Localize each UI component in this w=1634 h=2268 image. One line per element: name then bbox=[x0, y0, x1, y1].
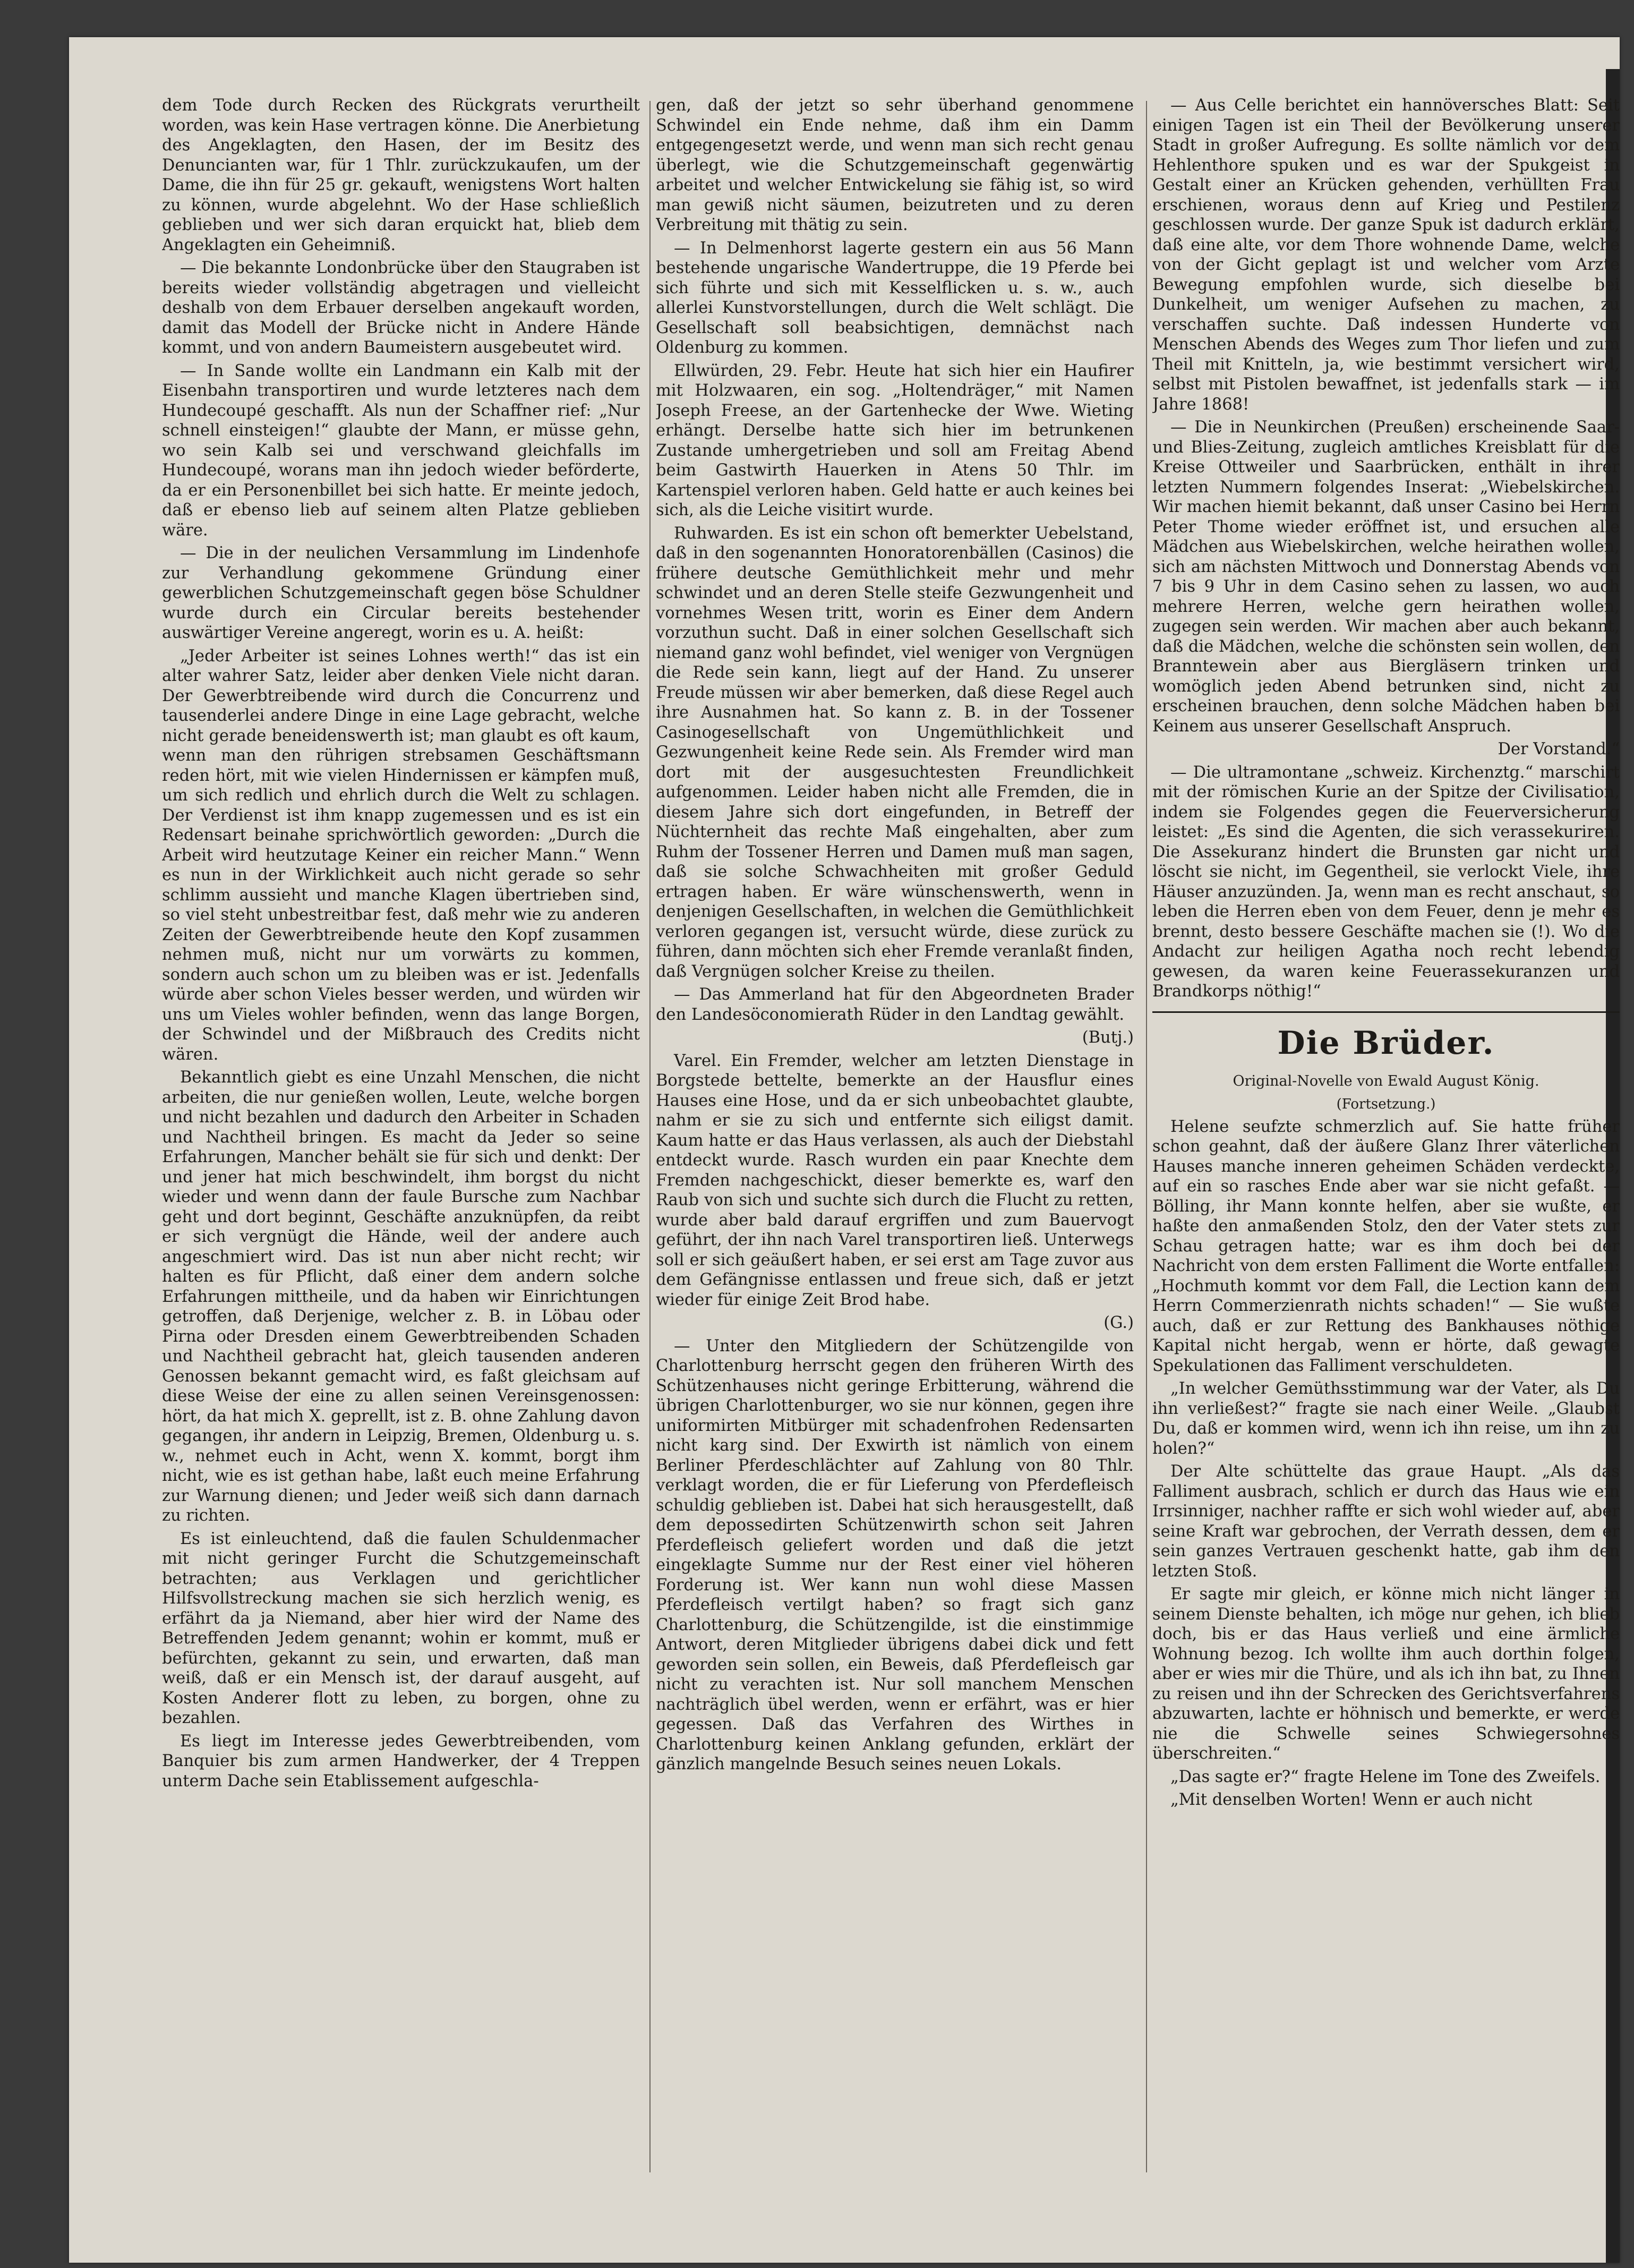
paragraph: Ruhwarden. Es ist ein schon oft bemerkter Uebelstand, daß in den sogenannten Honoratorenbällen (Casinos) die frühere deutsche Gemüthlichkeit mehr und mehr schwindet und an deren Stelle steife Gezwungenheit und vornehmes Wesen tritt, worin es Einer dem Andern vorzuthun sucht. Daß in einer solchen Gesellschaft sich niemand ganz wohl befindet, viel weniger von Vergnügen die Rede sein kann, liegt auf der Hand. Zu unserer Freude müssen wir aber bemerken, daß diese Regel auch ihre Ausnahmen hat. So kann z. B. in der Tossener Casinogesellschaft von Ungemüthlichkeit und Gezwungenheit keine Rede sein. Als Fremder wird man dort mit der ausgesuchtesten Freundlichkeit aufgenommen. Leider haben nicht alle Fremden, die in diesem Jahre sich dort eingefunden, in Betreff der Nüchternheit das rechte Maß eingehalten, aber zum Ruhm der Tossener Herren und Damen muß man sagen, daß sie solche Schwachheiten mit großer Geduld ertragen haben. Er wäre wünschenswerth, wenn in denjenigen Gesellschaften, in welchen die Gemüthlichkeit verloren gegangen ist, versucht würde, diese zurück zu führen, dann möchten sich eher Fremde veranlaßt finden, daß Vergnügen solcher Kreise zu theilen. bbox=[656, 524, 1134, 981]
continuation-note: (Fortsetzung.) bbox=[1336, 1096, 1436, 1112]
column-2 bbox=[656, 96, 1134, 2241]
column-rule bbox=[649, 101, 651, 2172]
paragraph: Es ist einleuchtend, daß die faulen Schuldenmacher mit nicht geringer Furcht die Schutzgemeinschaft betrachten; aus Verklagen und gerichtlicher Hilfsvollstreckung machen sie sich herzlich wenig, es erfährt da ja Niemand, aber hier wird der Name des Betreffenden Jedem genannt; wohin er kommt, muß er befürchten, gekannt zu sein, und erwarten, daß man weiß, daß er ein Mensch ist, der darauf ausgeht, auf Kosten Anderer flott zu leben, zu borgen, ohne zu bezahlen. bbox=[162, 1529, 640, 1727]
source-note: (G.) bbox=[1103, 1314, 1134, 1332]
source-note: (Butj.) bbox=[1082, 1028, 1134, 1047]
novel-paragraph: Er sagte mir gleich, er könne mich nicht länger in seinem Dienste behalten, ich möge nur gehen, ich blieb doch, bis er das Haus verließ und eine ärmliche Wohnung bezog. Ich wollte ihm auch dorthin folgen, aber er wies mir die Thüre, und als ich ihn bat, zu Ihnen zu reisen und ihn der Schrecken des Gerichtsverfahrens abzuwarten, lachte er höhnisch und bemerkte, er werde nie die Schwelle seines Schwiegersohnes überschreiten.“ bbox=[1152, 1585, 1620, 1763]
column-rule bbox=[1146, 101, 1147, 2172]
novel-byline: Original-Novelle von Ewald August König. bbox=[1233, 1072, 1539, 1089]
novel-paragraph: Helene seufzte schmerzlich auf. Sie hatte früher schon geahnt, daß der äußere Glanz Ihrer väterlichen Hauses manche inneren geheimen Schäden verdeckte, auf ein so rasches Ende aber war sie nicht gefaßt. — Bölling, ihr Mann konnte helfen, aber sie wußte, er haßte den anmaßenden Stolz, den der Vater stets zur Schau getragen hatte; war es ihm doch bei der Nachricht von dem ersten Falliment die Worte entfallen: „Hochmuth kommt vor dem Fall, die Lection kann dem Herrn Commerzienrath nichts schaden!“ — Sie wußte auch, daß er zur Rettung des Bankhauses nöthige Kapital nicht hergab, wenn er hörte, daß gewagte Spekulationen das Falliment verschuldeten. bbox=[1152, 1117, 1620, 1375]
paragraph: — Die in der neulichen Versammlung im Lindenhofe zur Verhandlung gekommene Gründung einer gewerblichen Schutzgemeinschaft gegen böse Schuldner wurde durch ein Circular bereits bestehender auswärtiger Vereine angeregt, worin es u. A. heißt: bbox=[162, 544, 640, 642]
column-1 bbox=[162, 96, 640, 2241]
paragraph: — In Delmenhorst lagerte gestern ein aus 56 Mann bestehende ungarische Wandertruppe, die 19 Pferde bei sich führte und sich mit Kesselflicken u. s. w., auch allerlei Kunstvorstellungen, durch die Welt schlägt. Die Gesellschaft soll beabsichtigen, demnächst nach Oldenburg zu kommen. bbox=[656, 238, 1134, 357]
paragraph: Bekanntlich giebt es eine Unzahl Menschen, die nicht arbeiten, die nur genießen wollen, Leute, welche borgen und nicht bezahlen und dadurch den Arbeiter in Schaden und Nachtheil bringen. Es macht da Jeder so seine Erfahrungen, Mancher behält sie für sich und denkt: Der und jener hat mich beschwindelt, ihm borgst du nicht wieder und wenn dann der faule Bursche zum Nachbar geht und dort beginnt, Geschäfte anzuknüpfen, da reibt er sich vergnügt die Hände, weil der andere auch angeschmiert wird. Das ist nun aber nicht recht; wir halten es für Pflicht, daß einer dem andern solche Erfahrungen mittheile, und da haben wir Einrichtungen getroffen, daß Derjenige, welcher z. B. in Löbau oder Pirna oder Dresden einem Gewerbtreibenden Schaden und Nachtheil gebracht hat, gleich tausenden anderen Genossen bekannt gemacht wird, es faßt gleichsam auf diese Weise der eine zu allen seinen Vereinsgenossen: hört, da hat mich X. geprellt, ist z. B. ohne Zahlung davon gegangen, ihr andern in Leipzig, Bremen, Oldenburg u. s. w., nehmet euch in Acht, wenn X. kommt, borgt ihm nicht, wie es ist gethan habe, laßt euch meine Erfahrung zur Warnung dienen; und Jeder weiß sich dann darnach zu richten. bbox=[162, 1068, 640, 1525]
newspaper-page bbox=[69, 37, 1620, 2263]
paragraph: Ellwürden, 29. Febr. Heute hat sich hier ein Haufirer mit Holzwaaren, ein sog. „Holtendräger,“ mit Namen Joseph Freese, an der Gartenhecke der Wwe. Wieting erhängt. Derselbe hatte sich hier im betrunkenen Zustande umhergetrieben und soll am Freitag Abend beim Gastwirth Hauerken in Atens 50 Thlr. im Kartenspiel verloren haben. Geld hatte er auch keines bei sich, als die Leiche visitirt wurde. bbox=[656, 361, 1134, 519]
paragraph: gen, daß der jetzt so sehr überhand genommene Schwindel ein Ende nehme, daß ihm ein Damm entgegengesetzt werde, und wenn man sich recht genau überlegt, wie die Schutzgemeinschaft gegenwärtig arbeitet und welcher Entwickelung sie fähig ist, so wird man gewiß nicht säumen, beizutreten und zu deren Verbreitung mit thätig zu sein. bbox=[656, 96, 1134, 234]
paragraph: „Jeder Arbeiter ist seines Lohnes werth!“ das ist ein alter wahrer Satz, leider aber denken Viele nicht daran. Der Gewerbtreibende wird durch die Concurrenz und tausenderlei andere Dinge in eine Lage gebracht, welche nicht gerade beneidenswerth ist; man glaubt es oft kaum, wenn man den rührigen strebsamen Geschäftsmann reden hört, mit wie vielen Hindernissen er kämpfen muß, um sich redlich und ehrlich durch die Welt zu schlagen. Der Verdienst ist ihm knapp zugemessen und es ist ein Redensart beinahe sprichwörtlich geworden: „Durch die Arbeit wird heutzutage Keiner ein reicher Mann.“ Wenn es nun in der Wirklichkeit auch nicht gerade so sehr schlimm aussieht und manche Klagen übertrieben sind, so viel steht unbestreitbar fest, daß mehr wie zu anderen Zeiten der Gewerbtreibende heute den Kopf zusammen nehmen muß, nicht nur um vorwärts zu kommen, sondern auch schon um zu bleiben was er ist. Jedenfalls würde aber schon Vieles besser werden, und würden wir uns um Vieles wohler befinden, wenn das lange Borgen, der Schwindel und der Mißbrauch des Credits nicht wären. bbox=[162, 646, 640, 1064]
paragraph: dem Tode durch Recken des Rückgrats verurtheilt worden, was kein Hase vertragen könne. Die Anerbietung des Angeklagten, den Hasen, der im Besitz des Denuncianten war, für 1 Thlr. zurückzukaufen, um der Dame, die ihn für 25 gr. gekauft, wenigstens Wort halten zu können, wurde abgelehnt. Wo der Hase schließlich geblieben und wer sich daran erquickt hat, blieb dem Angeklagten ein Geheimniß. bbox=[162, 96, 640, 254]
paragraph: — Das Ammerland hat für den Abgeordneten Brader den Landesöconomierath Rüder in den Landtag gewählt. bbox=[656, 985, 1134, 1024]
paragraph: Es liegt im Interesse jedes Gewerbtreibenden, vom Banquier bis zum armen Handwerker, der 4 Treppen unterm Dache sein Etablissement aufgeschla- bbox=[162, 1732, 640, 1790]
novel-paragraph: „Mit denselben Worten! Wenn er auch nicht bbox=[1170, 1790, 1533, 1809]
signature: Der Vorstand.“ bbox=[1498, 740, 1620, 758]
paragraph: — Die in Neunkirchen (Preußen) erscheinende Saar- und Blies-Zeitung, zugleich amtliches Kreisblatt für die Kreise Ottweiler und Saarbrücken, enthält in ihrer letzten Nummern folgendes Inserat: „Wiebelskirchen. Wir machen hiemit bekannt, daß unser Casino bei Herrn Peter Thome wieder eröffnet ist, und ersuchen alle Mädchen aus Wiebelskirchen, welche heirathen wollen, sich am nächsten Mittwoch und Donnerstag Abends von 7 bis 9 Uhr in dem Casino sehen zu lassen, wo auch mehrere Herren, welche gern heirathen wollen, zugegen sein werden. Wir machen aber auch bekannt, daß die Mädchen, welche die schönsten sein wollen, den Branntewein aber aus Biergläsern trinken und womöglich jeden Abend betrunken sind, nicht zu erscheinen brauchen, denn solche Mädchen haben bei Keinem aus unserer Gesellschaft Anspruch. bbox=[1152, 418, 1620, 736]
paragraph: — Aus Celle berichtet ein hannöversches Blatt: Seit einigen Tagen ist ein Theil der Bevölkerung unserer Stadt in großer Aufregung. Es sollte nämlich vor dem Hehlenthore spuken und es war der Spukgeist in Gestalt einer an Krücken gehenden, verhüllten Frau erschienen, woraus denn auf Krieg und Pestilenz geschlossen wurde. Der ganze Spuk ist dadurch erklärt, daß eine alte, vor dem Thore wohnende Dame, welche von der Gicht geplagt ist und welcher vom Arzte Bewegung empfohlen wurde, sich dieselbe bei Dunkelheit, um weniger Aufsehen zu machen, zu verschaffen suchte. Daß indessen Hunderte von Menschen Abends des Weges zum Thor liefen und zum Theil mit Knitteln, ja, wie bestimmt versichert wird, selbst mit Pistolen bewaffnet, ist jedenfalls stark — im Jahre 1868! bbox=[1152, 96, 1620, 414]
paragraph: Varel. Ein Fremder, welcher am letzten Dienstage in Borgstede bettelte, bemerkte an der Hausflur eines Hauses eine Hose, und da er sich unbeobachtet glaubte, nahm er sie zu sich und entfernte sich eiligst damit. Kaum hatte er das Haus verlassen, als auch der Diebstahl entdeckt wurde. Rasch wurden ein paar Knechte dem Fremden nachgeschickt, dieser bemerkte es, warf den Raub von sich und suchte sich durch die Flucht zu retten, wurde aber bald darauf ergriffen und zum Bauervogt geführt, der ihn nach Varel transportiren ließ. Unterwegs soll er sich geäußert haben, er sei erst am Tage zuvor aus dem Gefängnisse entlassen und freue sich, daß er jetzt wieder für einige Zeit Brod habe. bbox=[656, 1051, 1134, 1309]
paragraph: — Die ultramontane „schweiz. Kirchenztg.“ marschirt mit der römischen Kurie an der Spitze der Civilisation, indem sie Folgendes gegen die Feuerversicherung leistet: „Es sind die Agenten, die sich verassekuriren. Die Assekuranz hindert die Brunsten gar nicht und löscht sie nicht, im Gegentheil, sie verlockt Viele, ihre Häuser anzuzünden. Ja, wenn man es recht anschaut, so leben die Herren eben von dem Feuer, denn je mehr es brennt, desto bessere Geschäfte machen sie (!). Wo die Andacht zur heiligen Agatha noch recht lebendig gewesen, da waren keine Feuerassekuranzen und Brandkorps nöthig!“ bbox=[1152, 763, 1620, 1001]
column-3 bbox=[1152, 96, 1620, 2241]
novel-paragraph: „Das sagte er?“ fragte Helene im Tone des Zweifels. bbox=[1170, 1767, 1601, 1786]
novel-paragraph: „In welcher Gemüthsstimmung war der Vater, als Du ihn verließest?“ fragte sie nach einer Weile. „Glaubst Du, daß er kommen wird, wenn ich ihn reise, um ihn zu holen?“ bbox=[1152, 1379, 1620, 1458]
paragraph: — In Sande wollte ein Landmann ein Kalb mit der Eisenbahn transportiren und wurde letzteres nach dem Hundecoupé geschafft. Als nun der Schaffner rief: „Nur schnell einsteigen!“ glaubte der Mann, er müsse gehn, wo sein Kalb sei und verschwand gleichfalls im Hundecoupé, worans man ihn jedoch wieder beförderte, da er ein Personenbillet bei sich hatte. Er meinte jedoch, daß er ebenso lieb auf seinem alten Platze geblieben wäre. bbox=[162, 361, 640, 540]
novel-title: Die Brüder. bbox=[1277, 1024, 1495, 1062]
novel-paragraph: Der Alte schüttelte das graue Haupt. „Als das Falliment ausbrach, schlich er durch das Haus wie ein Irrsinniger, nachher raffte er sich wohl wieder auf, aber seine Kraft war gebrochen, der Verrath dessen, dem er sein ganzes Vertrauen geschenkt hatte, gab ihm den letzten Stoß. bbox=[1152, 1462, 1620, 1581]
section-divider bbox=[1152, 1011, 1620, 1013]
paragraph: — Die bekannte Londonbrücke über den Staugraben ist bereits wieder vollständig abgetragen und vielleicht deshalb von dem Erbauer derselben angekauft worden, damit das Modell der Brücke nicht in Andere Hände kommt, und von andern Baumeistern ausgebeutet wird. bbox=[162, 259, 640, 357]
paragraph: — Unter den Mitgliedern der Schützengilde von Charlottenburg herrscht gegen den früheren Wirth des Schützenhauses nicht geringe Erbitterung, während die übrigen Charlottenburger, wo sie nur können, gegen ihre uniformirten Mitbürger mit schadenfrohen Redensarten nicht karg sind. Der Exwirth ist nämlich von einem Berliner Pferdeschlächter auf Zahlung von 80 Thlr. verklagt worden, die er für Lieferung von Pferdefleisch schuldig geblieben ist. Dabei hat sich herausgestellt, daß dem depossedirten Schützenwirth schon seit Jahren Pferdefleisch geliefert worden und daß die jetzt eingeklagte Summe nur der Rest einer viel höheren Forderung ist. Wer kann nun wohl diese Massen Pferdefleisch vertilgt haben? so fragt sich ganz Charlottenburg, die Schützengilde, ist die einstimmige Antwort, deren Mitglieder übrigens dabei dick und fett geworden sein sollen, ein Beweis, daß Pferdefleisch gar nicht zu verachten ist. Nur soll manchem Menschen nachträglich übel werden, wenn er erfährt, was er hier gegessen. Daß das Verfahren des Wirthes in Charlottenburg keinen Anklang gefunden, erklärt der gänzlich mangelnde Besuch seines neuen Lokals. bbox=[656, 1336, 1134, 1774]
